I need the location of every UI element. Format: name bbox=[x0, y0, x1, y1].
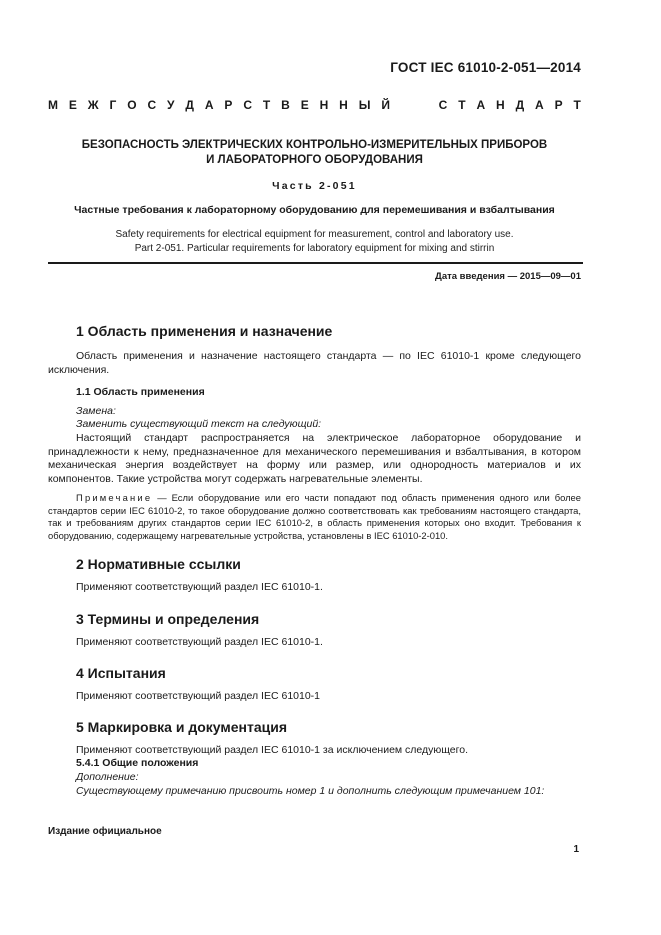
letter: Р bbox=[554, 98, 563, 112]
section-3-text: Применяют соответствующий раздел IEC 61010-1. bbox=[76, 636, 323, 648]
letter: Н bbox=[496, 98, 505, 112]
section-1-1-body: Настоящий стандарт распространяется на электрическое лабораторное оборудование и принадлежности к нему, предназначенное для механического перемешивания и взбалтывания, в котором механическая энергия воздействует на форму или размер, или однородность материалов и их компонентов. Такие устройства могут содержать нагревательные элементы. bbox=[48, 432, 581, 485]
letter: В bbox=[281, 98, 290, 112]
letter: Т bbox=[458, 98, 466, 112]
subtitle-en-line-2: Part 2-051. Particular requirements for laboratory equipment for mixing and stirrin bbox=[134, 243, 495, 254]
letter: Ы bbox=[358, 98, 371, 112]
section-5-4-1-text: Существующему примечанию присвоить номер 1 и дополнить следующим примечанием 101: bbox=[76, 785, 545, 797]
official-edition-label: Издание официальное bbox=[48, 826, 162, 837]
letter: Е bbox=[68, 98, 77, 112]
section-4-text: Применяют соответствующий раздел IEC 61010-1 bbox=[76, 690, 321, 702]
letter: У bbox=[167, 98, 175, 112]
section-5-4-1-heading: 5.4.1 Общие положения bbox=[76, 757, 199, 769]
letter: Д bbox=[185, 98, 194, 112]
section-2-heading: 2 Нормативные ссылки bbox=[76, 556, 241, 572]
letter: С bbox=[438, 98, 448, 112]
subtitle-ru: Частные требования к лабораторному оборудованию для перемешивания и взбалтывания bbox=[74, 204, 555, 216]
letter: Д bbox=[515, 98, 525, 112]
letter: Н bbox=[319, 98, 329, 112]
letter: С bbox=[243, 98, 252, 112]
letter-gap bbox=[401, 98, 409, 112]
document-title-line-1: БЕЗОПАСНОСТЬ ЭЛЕКТРИЧЕСКИХ КОНТРОЛЬНО-ИЗМЕРИТЕЛЬНЫХ ПРИБОРОВ bbox=[81, 139, 548, 151]
letter: А bbox=[204, 98, 214, 112]
section-3-heading: 3 Термины и определения bbox=[76, 611, 260, 627]
letter: Н bbox=[339, 98, 348, 112]
letter: А bbox=[476, 98, 486, 112]
introduction-date: Дата введения — 2015—09—01 bbox=[435, 271, 581, 282]
part-number: Часть 2-051 bbox=[272, 180, 357, 192]
letter: Е bbox=[300, 98, 309, 112]
document-title-line-2: И ЛАБОРАТОРНОГО ОБОРУДОВАНИЯ bbox=[206, 154, 423, 166]
subtitle-en-line-1: Safety requirements for electrical equipment for measurement, control and laboratory use. bbox=[115, 229, 514, 240]
replace-instruction: Заменить существующий текст на следующий: bbox=[76, 418, 322, 430]
letter: М bbox=[48, 98, 58, 112]
letter: Ж bbox=[87, 98, 99, 112]
addition-label: Дополнение: bbox=[76, 771, 139, 783]
section-1-text: Область применения и назначение настоящего стандарта — по IEC 61010-1 кроме следующего исключения. bbox=[48, 350, 581, 376]
document-number: ГОСТ IEC 61010-2-051—2014 bbox=[390, 60, 581, 75]
replace-label: Замена: bbox=[76, 405, 116, 417]
note bbox=[48, 492, 581, 542]
letter: Й bbox=[381, 98, 390, 112]
letter: А bbox=[535, 98, 544, 112]
section-5-text: Применяют соответствующий раздел IEC 61010-1 за исключением следующего. bbox=[76, 744, 469, 756]
letter: О bbox=[127, 98, 137, 112]
section-2-text: Применяют соответствующий раздел IEC 61010-1. bbox=[76, 581, 323, 593]
title-divider bbox=[48, 262, 583, 264]
letter: Р bbox=[224, 98, 233, 112]
section-1-1-heading: 1.1 Область применения bbox=[76, 386, 205, 398]
note-text: — Если оборудование или его части попадают под область применения одного или более стандартов серии IEC 61010-2, то такое оборудование должно соответствовать как требованиям настоящего стандарта, так и требованиям других стандартов серии IEC 61010-2, в область применения которых оно входит. Требования к оборудованию, содержащему нагревательные устройства, установлены в IEC 61010-2-010. bbox=[48, 492, 581, 541]
letter-gap bbox=[420, 98, 428, 112]
section-1-heading: 1 Область применения и назначение bbox=[76, 323, 333, 339]
page-number: 1 bbox=[573, 844, 579, 855]
letter: Г bbox=[109, 98, 117, 112]
note-label: Примечание bbox=[76, 492, 153, 503]
section-4-heading: 4 Испытания bbox=[76, 665, 166, 681]
letter: С bbox=[147, 98, 157, 112]
subtitle-en bbox=[48, 228, 581, 256]
letter: Т bbox=[573, 98, 581, 112]
interstate-standard-label bbox=[48, 98, 581, 112]
section-5-heading: 5 Маркировка и документация bbox=[76, 719, 288, 735]
letter: Т bbox=[262, 98, 271, 112]
